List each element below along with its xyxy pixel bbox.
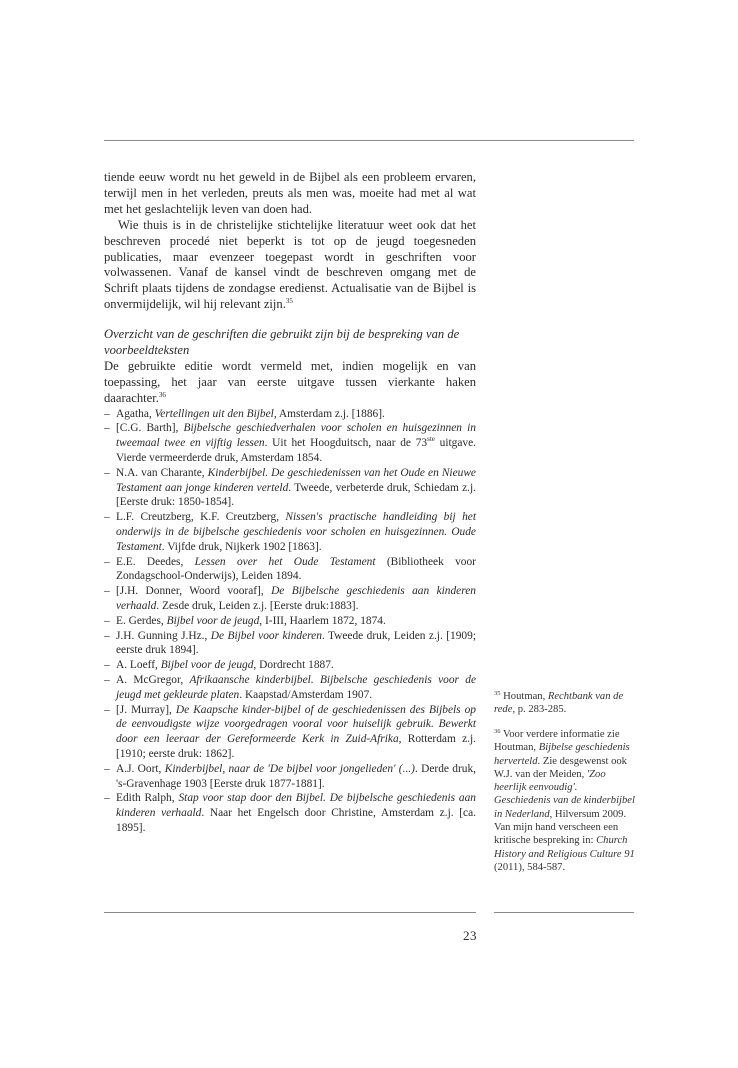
page-number: 23 xyxy=(463,928,477,943)
footnote-35: $^{35}$ Houtman, Rechtbank van de rede, p. 283-285. xyxy=(494,690,624,716)
list-item: – N.A. van Charante, Kinderbijbel. De geschiedenissen van het Oude en Nieuwe Testament aan jonge kinderen verteld. Tweede, verbeterde druk, Schiedam z.j. [Eerste druk: 1850-1854]. xyxy=(104,466,476,509)
list-item: – E.E. Deedes, Lessen over het Oude Testament (Bibliotheek voor Zondagschool-Onderwijs), Leiden 1894. xyxy=(104,555,476,583)
list-item: – [J.H. Donner, Woord vooraf], De Bijbelsche geschiedenis aan kinderen verhaald. Zesde druk, Leiden z.j. [Eerste druk:1883]. xyxy=(104,585,476,613)
list-item: – Edith Ralph, Stap voor stap door den Bijbel. De bijbelsche geschiedenis aan kinderen verhaald. Naar het Engelsch door Christine, Amsterdam z.j. [ca. 1895]. xyxy=(104,792,477,834)
bibliography-list xyxy=(104,407,476,836)
paragraph-1: tiende eeuw wordt nu het geweld in de Bijbel als een probleem ervaren, terwijl men in het verleden, preuts als men was, moeite had met al wat met het geslachtelijk leven van doen had. xyxy=(104,170,476,216)
footnote-36: $^{36}$ Voor verdere informatie zie Houtman, Bijbelse geschiedenis herverteld. Zie desgewenst ook W.J. van der Meiden, 'Zoo heerlijk eenvoudig'. Geschiedenis van de kinderbijbel in Nederland, Hilversum 2009. Van mijn hand verscheen een kritische bespreking in: Church History and Religious Culture 91 (2011), 584-587. xyxy=(494,728,635,873)
list-item: – A.J. Oort, Kinderbijbel, naar de 'De bijbel voor jongelieden' (...). Derde druk, 's-Gravenhage 1903 [Eerste druk 1877-1881]. xyxy=(104,762,477,790)
footnote-ref-36[interactable]: 36 xyxy=(158,390,166,399)
list-item: – [J. Murray], De Kaapsche kinder-bijbel of de geschiedenissen des Bijbels op de eenvoudigste wijze voorgedragen vooral voor huiselijk gebruik. Bewerkt door een leeraar der Gereformeerde Kerk in Zuid-Afrika, Rotterdam z.j. [1910; eerste druk: 1862]. xyxy=(104,703,477,761)
section-heading: Overzicht van de geschriften die gebruikt zijn bij de bespreking van de voorbeeldteksten xyxy=(104,327,460,358)
main-text-column xyxy=(104,170,476,836)
list-item: – Agatha, Vertellingen uit den Bijbel, Amsterdam z.j. [1886]. xyxy=(104,407,385,420)
list-item: – E. Gerdes, Bijbel voor de jeugd, I-III, Haarlem 1872, 1874. xyxy=(104,614,386,627)
paragraph-3: De gebruikte editie wordt vermeld met, indien mogelijk en van toepassing, het jaar van eerste uitgave tussen vierkante haken daarachter.$^{36}$ xyxy=(104,358,476,405)
list-item: – L.F. Creutzberg, K.F. Creutzberg, Nissen's practische handleiding bij het onderwijs in de bijbelsche geschiedenis voor scholen en huisgezinnen. Oude Testament. Vijfde druk, Nijkerk 1902 [1863]. xyxy=(104,511,476,553)
list-item: – A. McGregor, Afrikaansche kinderbijbel. Bijbelsche geschiedenis voor de jeugd met gekleurde platen. Kaapstad/Amsterdam 1907. xyxy=(104,674,477,701)
bottom-rule-margin xyxy=(494,912,634,913)
top-rule xyxy=(104,140,634,141)
list-item: – [C.G. Barth], Bijbelsche geschiedverhalen voor scholen en huisgezinnen in tweemaal twee en vijftig lessen. Uit het Hoogduitsch, naar de 73ste uitgave. Vierde vermeerderde druk, Amsterdam 1854. xyxy=(104,422,476,465)
footnote-ref-35[interactable]: 35 xyxy=(285,297,293,306)
list-item: – J.H. Gunning J.Hz., De Bijbel voor kinderen. Tweede druk, Leiden z.j. [1909; eerste druk 1894]. xyxy=(104,629,476,657)
bottom-rule-main xyxy=(104,912,476,913)
paragraph-2: Wie thuis is in de christelijke stichtelijke literatuur weet ook dat het beschreven procedé niet beperkt is tot op de jeugd toegesneden publicaties, maar evenzeer toegepast wordt in geschriften voor volwassenen. Vanaf de kansel vindt de beschreven omgang met de Schrift plaats tijdens de zondagse eredienst. Actualisatie van de Bijbel is onvermijdelijk, wil hij relevant zijn.$^{35}$ xyxy=(104,217,476,312)
list-item: – A. Loeff, Bijbel voor de jeugd, Dordrecht 1887. xyxy=(104,659,334,672)
